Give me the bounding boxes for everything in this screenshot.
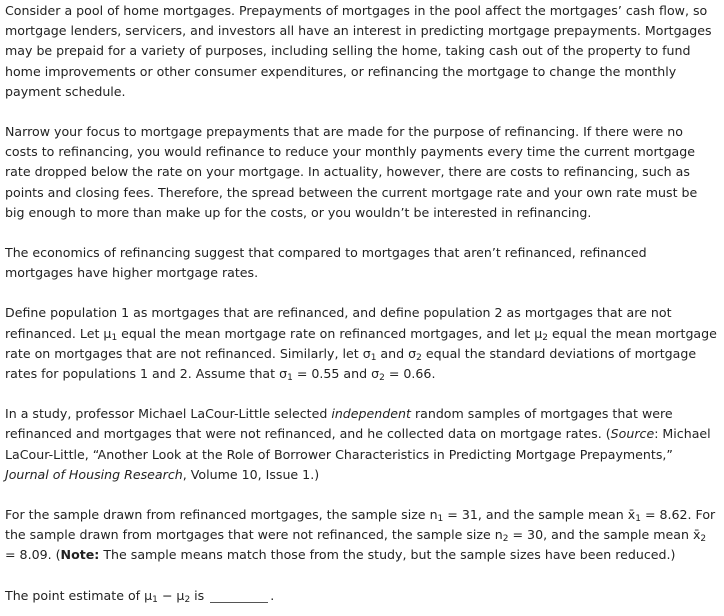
- mu-symbol: μ: [144, 587, 153, 603]
- mu-symbol: μ: [534, 325, 543, 341]
- paragraph-economics: The economics of refinancing suggest that compared to mortgages that aren’t refinanced, refinanced mortgages have higher mortgage rates.: [5, 245, 647, 281]
- paragraph-intro: Consider a pool of home mortgages. Prepayments of mortgages in the pool affect the mortgages’ cash flow, so mortgage lenders, servicers, and investors all have an interest in predicting mortgage prepayments. Mortgages may be prepaid for a variety of purposes, including selling the home, taking cash out of the property to fund home improvements or other consumer expenditures, or refinancing the mortgage to change the monthly payment schedule.: [5, 3, 712, 99]
- question-point-estimate: The point estimate of $\mu_1 - \mu_2$ is .: [5, 587, 275, 605]
- answer-blank[interactable]: [210, 588, 268, 603]
- mu-symbol: μ: [176, 587, 185, 603]
- problem-text: [0, 1, 724, 606]
- sigma-symbol: σ: [408, 345, 417, 361]
- mu-symbol: μ: [103, 325, 112, 341]
- paragraph-refinancing-focus: Narrow your focus to mortgage prepayments that are made for the purpose of refinancing. If there were no costs to refinancing, you would refinance to reduce your monthly payments every time the current mortgage rate dropped below the rate on your mortgage. In actuality, however, there are costs to refinancing, such as points and closing fees. Therefore, the spread between the current mortgage rate and your own rate must be big enough to more than make up for the costs, or you wouldn’t be interested in refinancing.: [5, 124, 698, 220]
- paragraph-samples: For the sample drawn from refinanced mortgages, the sample size $n_1 = 31$, and the sample mean $x̄_1 = 8.62$. For the sample drawn from mortgages that were not refinanced, the sample size $n_2 = 30$, and the sample mean $x̄_2 = 8.09$. (Note: The sample means match those from the study, but the sample sizes have been reduced.): [5, 507, 716, 563]
- journal-title: Journal of Housing Research: [5, 466, 183, 482]
- paragraph-study: In a study, professor Michael LaCour-Little selected independent random samples of mortgages that were refinanced and mortgages that were not refinanced, and he collected data on mortgage rates. (Source: Michael LaCour-Little, “Another Look at the Role of Borrower Characteristics in Predicting Mortgage Prepayments,” Journal of Housing Research, Volume 10, Issue 1.): [5, 406, 711, 482]
- paragraph-populations: Define population 1 as mortgages that are refinanced, and define population 2 as mortgages that are not refinanced. Let $\mu_1$ equal the mean mortgage rate on refinanced mortgages, and let $\mu_2$ equal the mean mortgage rate on mortgages that are not refinanced. Similarly, let $\sigma_1$ and $\sigma_2$ equal the standard deviations of mortgage rates for populations 1 and 2. Assume that $\sigma_1 = 0.55$ and $\sigma_2 = 0.66$.: [5, 305, 717, 384]
- note-label: Note:: [60, 547, 100, 563]
- sigma-symbol: σ: [279, 366, 288, 382]
- sigma-symbol: σ: [371, 366, 380, 382]
- sigma-symbol: σ: [362, 345, 371, 361]
